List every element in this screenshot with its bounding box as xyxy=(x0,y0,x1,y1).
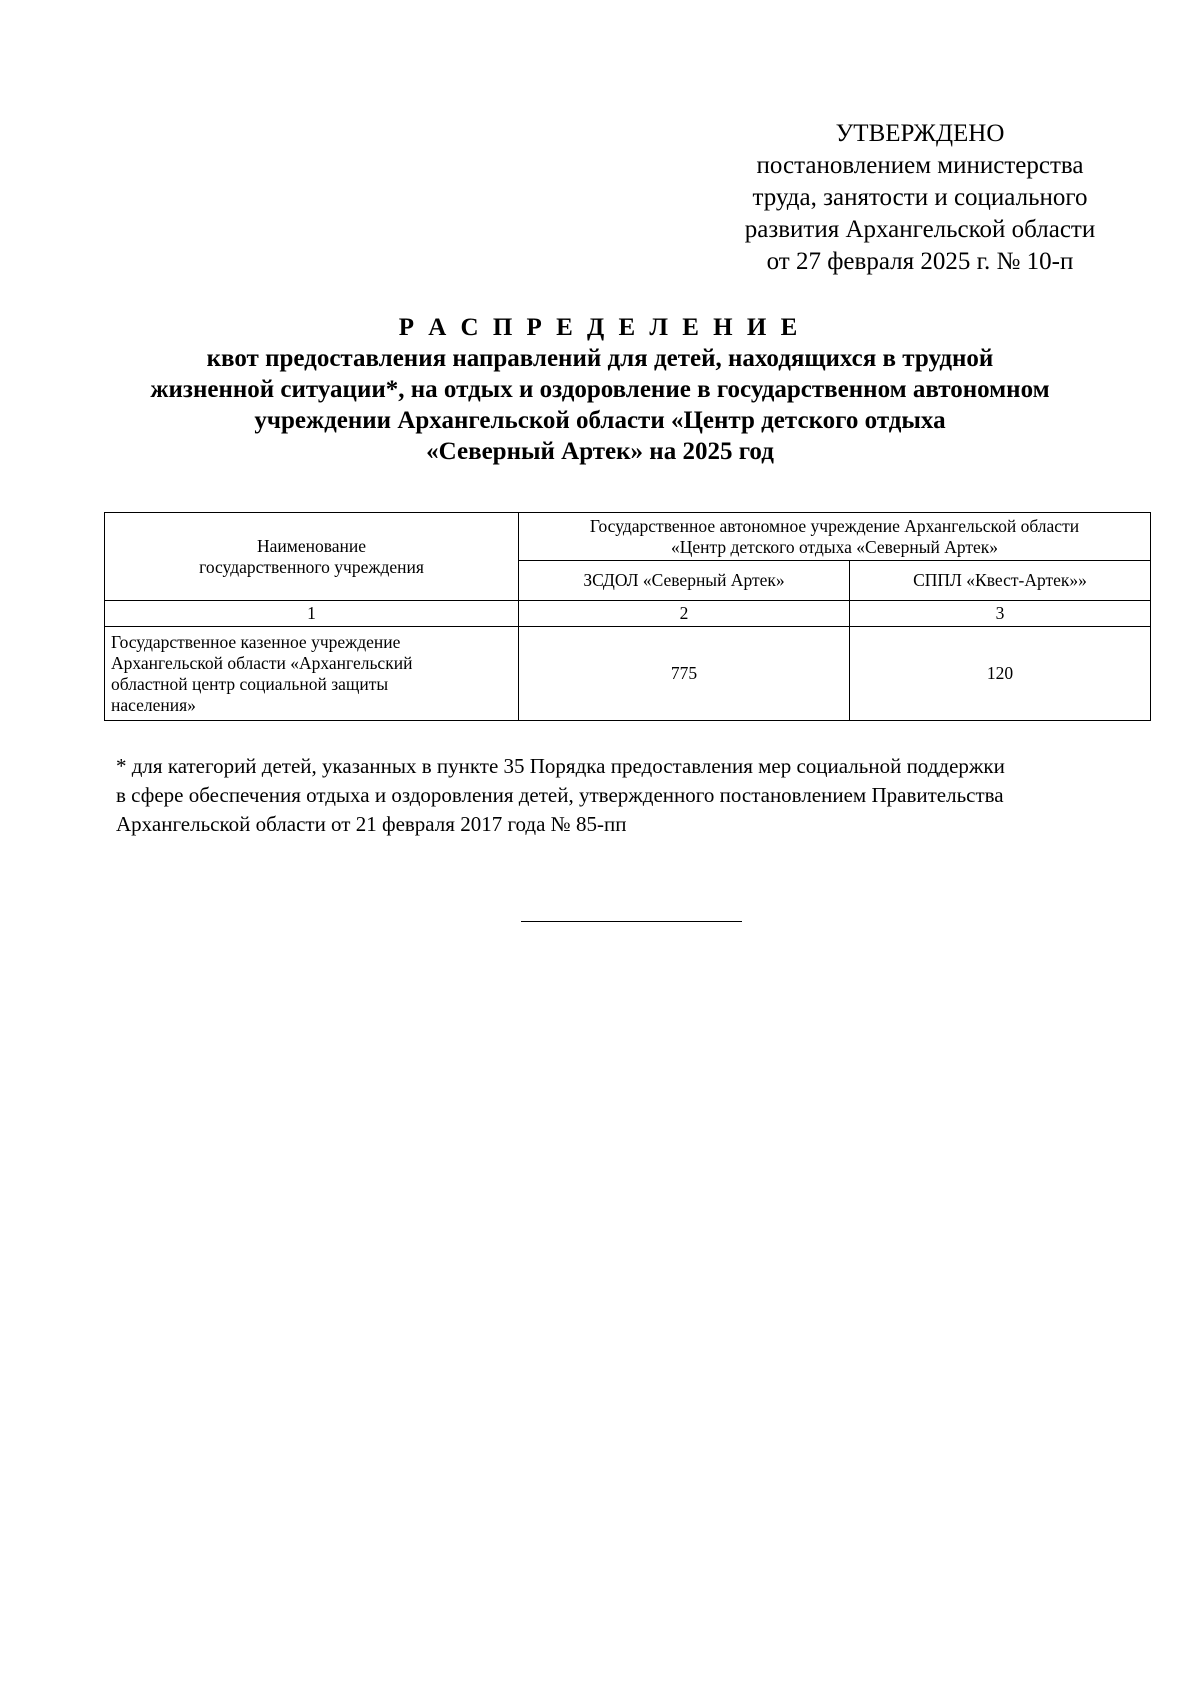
approval-stamp xyxy=(700,118,1140,278)
approval-title: УТВЕРЖДЕНО xyxy=(835,120,1005,147)
footnote xyxy=(116,752,1150,839)
approval-date: от 27 февраля 2025 г. № 10-п xyxy=(766,248,1074,275)
column-number: 1 xyxy=(105,601,519,627)
quota-zsdol-cell: 775 xyxy=(519,627,850,721)
header-sub-sppl: СППЛ «Квест-Артек»» xyxy=(850,561,1151,601)
cell-text: Архангельской области «Архангельский xyxy=(111,652,413,673)
quota-sppl-cell: 120 xyxy=(850,627,1151,721)
title-subtitle-line: учреждении Архангельской области «Центр детского отдыха xyxy=(254,407,946,434)
header-text: государственного учреждения xyxy=(199,556,424,577)
column-number: 2 xyxy=(519,601,850,627)
footnote-line: в сфере обеспечения отдыха и оздоровления детей, утвержденного постановлением Правительства xyxy=(116,783,1004,807)
cell-text: областной центр социальной защиты xyxy=(111,673,389,694)
institution-name-cell xyxy=(105,627,519,721)
table-row xyxy=(105,627,1151,721)
approval-line: труда, занятости и социального xyxy=(752,184,1088,211)
title-subtitle-line: «Северный Артек» на 2025 год xyxy=(426,438,774,465)
header-text: Наименование xyxy=(256,535,367,556)
cell-text: населения» xyxy=(111,694,196,715)
footnote-line: Архангельской области от 21 февраля 2017 года № 85-пп xyxy=(116,812,627,836)
title-subtitle-line: квот предоставления направлений для детей, находящихся в трудной xyxy=(206,345,994,372)
column-number: 3 xyxy=(850,601,1151,627)
approval-line: постановлением министерства xyxy=(756,152,1084,179)
header-sub-zsdol: ЗСДОЛ «Северный Артек» xyxy=(519,561,850,601)
header-text: «Центр детского отдыха «Северный Артек» xyxy=(670,536,999,557)
footnote-line: * для категорий детей, указанных в пункте 35 Порядка предоставления мер социальной поддержки xyxy=(116,754,1005,778)
header-group xyxy=(519,513,1151,561)
header-text: Государственное автономное учреждение Архангельской области xyxy=(589,515,1080,536)
title-subtitle-line: жизненной ситуации*, на отдых и оздоровление в государственном автономном xyxy=(150,376,1050,403)
end-rule xyxy=(521,921,742,922)
document-title xyxy=(100,312,1100,467)
header-institution-name xyxy=(105,513,519,601)
title-heading: Р А С П Р Е Д Е Л Е Н И Е xyxy=(398,314,802,341)
approval-line: развития Архангельской области xyxy=(744,216,1096,243)
cell-text: Государственное казенное учреждение xyxy=(111,631,401,652)
quota-table xyxy=(104,512,1151,721)
